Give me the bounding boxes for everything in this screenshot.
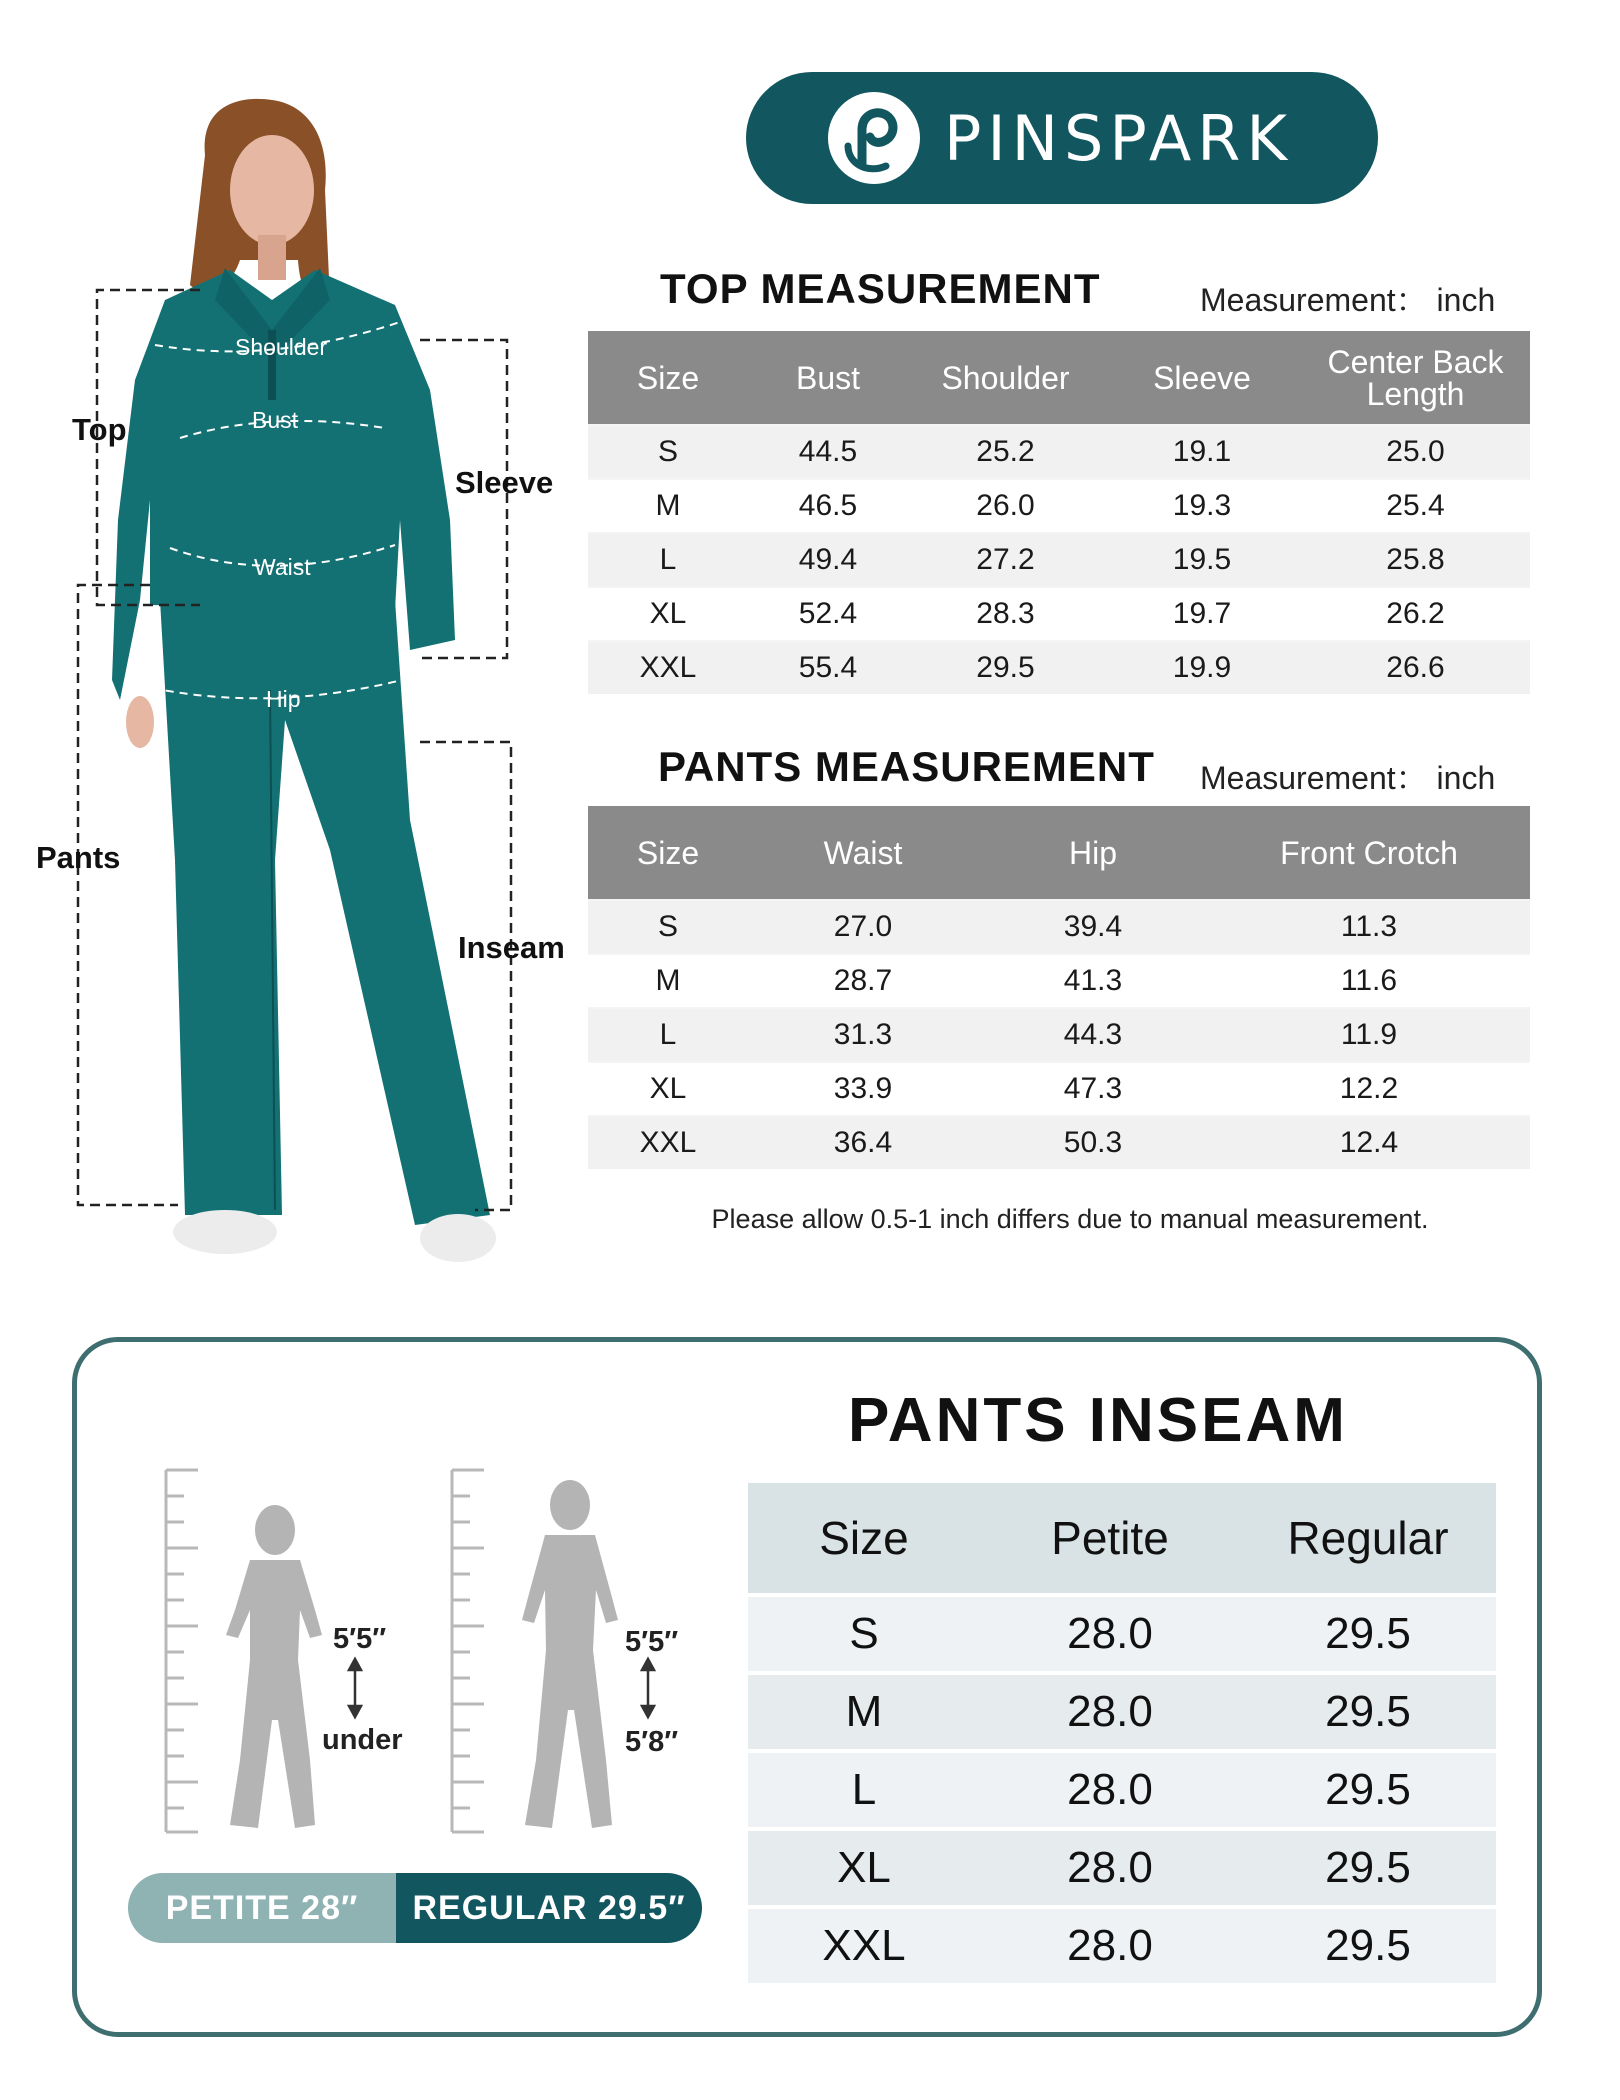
neck-shape	[258, 235, 286, 280]
table-cell: 19.5	[1103, 533, 1301, 587]
table-cell: 29.5	[1240, 1595, 1496, 1673]
table-cell: 12.4	[1208, 1116, 1530, 1169]
inseam-header-size: Size	[748, 1483, 980, 1595]
ruler-petite-icon	[166, 1470, 198, 1832]
brand-name: PINSPARK	[944, 101, 1293, 175]
table-cell: 41.3	[978, 954, 1208, 1008]
table-cell: 29.5	[1240, 1829, 1496, 1907]
top-measurement-table	[588, 331, 1530, 694]
table-cell: 25.8	[1301, 533, 1530, 587]
table-cell: 44.5	[748, 425, 908, 479]
hip-measure-label: Hip	[266, 686, 301, 712]
top-header-bust: Bust	[748, 331, 908, 425]
pants-header-size: Size	[588, 806, 748, 900]
top-row-s	[588, 425, 1530, 479]
table-cell: 11.3	[1208, 900, 1530, 954]
inseam-row-l	[748, 1751, 1496, 1829]
face-shape	[230, 135, 314, 245]
waist-measure-label: Waist	[254, 554, 311, 580]
table-cell: S	[588, 425, 748, 479]
table-cell: 29.5	[908, 641, 1103, 694]
top-header-center-back-length: Center Back Length	[1301, 331, 1530, 425]
measurement-note: Please allow 0.5-1 inch differs due to manual measurement.	[711, 1204, 1429, 1234]
table-cell: 19.3	[1103, 479, 1301, 533]
top-row-l	[588, 533, 1530, 587]
shoulder-measure-label: Shoulder	[235, 334, 328, 360]
inseam-row-m	[748, 1673, 1496, 1751]
table-cell: S	[588, 900, 748, 954]
table-cell: 29.5	[1240, 1907, 1496, 1983]
table-cell: XXL	[588, 641, 748, 694]
table-cell: 19.1	[1103, 425, 1301, 479]
top-dimension-label: Top	[72, 412, 127, 447]
table-cell: 28.0	[980, 1751, 1240, 1829]
left-shoe-shape	[173, 1210, 277, 1254]
pants-row-s	[588, 900, 1530, 954]
table-cell: XXL	[748, 1907, 980, 1983]
table-cell: 39.4	[978, 900, 1208, 954]
table-cell: 46.5	[748, 479, 908, 533]
pants-dimension-label: Pants	[36, 840, 121, 875]
model-illustration	[0, 0, 600, 1300]
ruler-regular-icon	[452, 1470, 484, 1832]
table-cell: 25.2	[908, 425, 1103, 479]
bust-measure-label: Bust	[252, 407, 299, 433]
petite-silhouette-icon	[226, 1505, 322, 1828]
table-cell: 50.3	[978, 1116, 1208, 1169]
table-cell: L	[588, 533, 748, 587]
inseam-row-xxl	[748, 1907, 1496, 1983]
table-cell: 28.0	[980, 1829, 1240, 1907]
table-cell: 19.9	[1103, 641, 1301, 694]
table-cell: XL	[588, 1062, 748, 1116]
top-measurement-title: TOP MEASUREMENT	[660, 265, 1101, 312]
brand-p-icon	[826, 90, 922, 186]
top-unit-note: Measurement： inch	[1200, 282, 1496, 318]
table-cell: 29.5	[1240, 1673, 1496, 1751]
pants-inseam-title: PANTS INSEAM	[848, 1386, 1348, 1455]
table-cell: 28.3	[908, 587, 1103, 641]
table-cell: M	[748, 1673, 980, 1751]
pants-unit-note: Measurement： inch	[1200, 760, 1496, 796]
pants-inseam-table	[748, 1483, 1496, 1983]
table-cell: 31.3	[748, 1008, 978, 1062]
pants-measurement-title: PANTS MEASUREMENT	[658, 743, 1155, 790]
pants-row-xxl	[588, 1116, 1530, 1169]
regular-silhouette-icon	[522, 1480, 618, 1828]
top-row-m	[588, 479, 1530, 533]
pants-row-l	[588, 1008, 1530, 1062]
petite-height-top: 5′5″	[333, 1623, 387, 1655]
brand-logo-pill	[746, 72, 1378, 204]
table-cell: 19.7	[1103, 587, 1301, 641]
inseam-row-s	[748, 1595, 1496, 1673]
pants-measurement-table	[588, 806, 1530, 1169]
table-cell: 44.3	[978, 1008, 1208, 1062]
table-cell: M	[588, 954, 748, 1008]
top-header-size: Size	[588, 331, 748, 425]
table-cell: 47.3	[978, 1062, 1208, 1116]
table-cell: 36.4	[748, 1116, 978, 1169]
petite-height-bottom: under	[322, 1724, 403, 1756]
table-cell: M	[588, 479, 748, 533]
table-cell: 55.4	[748, 641, 908, 694]
table-cell: 28.0	[980, 1907, 1240, 1983]
table-cell: 28.7	[748, 954, 978, 1008]
table-cell: 26.0	[908, 479, 1103, 533]
table-cell: 28.0	[980, 1595, 1240, 1673]
table-cell: 11.9	[1208, 1008, 1530, 1062]
regular-inseam-pill: REGULAR 29.5″	[396, 1873, 702, 1943]
table-cell: 27.2	[908, 533, 1103, 587]
table-cell: XXL	[588, 1116, 748, 1169]
regular-height-bottom: 5′8″	[625, 1726, 679, 1758]
table-cell: 49.4	[748, 533, 908, 587]
table-cell: 25.0	[1301, 425, 1530, 479]
pants-header-front-crotch: Front Crotch	[1208, 806, 1530, 900]
sleeve-dimension-label: Sleeve	[455, 465, 554, 500]
table-cell: S	[748, 1595, 980, 1673]
table-cell: L	[748, 1751, 980, 1829]
right-shoe-shape	[420, 1214, 496, 1262]
table-cell: 28.0	[980, 1673, 1240, 1751]
top-header-shoulder: Shoulder	[908, 331, 1103, 425]
table-cell: 12.2	[1208, 1062, 1530, 1116]
top-row-xxl	[588, 641, 1530, 694]
inseam-header-regular: Regular	[1240, 1483, 1496, 1595]
inseam-dimension-label: Inseam	[458, 930, 565, 965]
inseam-header-petite: Petite	[980, 1483, 1240, 1595]
pants-header-hip: Hip	[978, 806, 1208, 900]
table-cell: L	[588, 1008, 748, 1062]
petite-inseam-pill: PETITE 28″	[128, 1873, 396, 1943]
inseam-row-xl	[748, 1829, 1496, 1907]
pants-row-m	[588, 954, 1530, 1008]
left-hand-shape	[126, 696, 154, 748]
top-row-xl	[588, 587, 1530, 641]
pants-row-xl	[588, 1062, 1530, 1116]
table-cell: 52.4	[748, 587, 908, 641]
table-cell: XL	[588, 587, 748, 641]
regular-height-top: 5′5″	[625, 1626, 679, 1658]
table-cell: 25.4	[1301, 479, 1530, 533]
table-cell: 29.5	[1240, 1751, 1496, 1829]
inseam-length-bar	[128, 1873, 702, 1943]
pants-bracket	[78, 585, 178, 1205]
table-cell: 26.6	[1301, 641, 1530, 694]
table-cell: XL	[748, 1829, 980, 1907]
top-header-sleeve: Sleeve	[1103, 331, 1301, 425]
table-cell: 27.0	[748, 900, 978, 954]
table-cell: 33.9	[748, 1062, 978, 1116]
table-cell: 26.2	[1301, 587, 1530, 641]
table-cell: 11.6	[1208, 954, 1530, 1008]
pants-header-waist: Waist	[748, 806, 978, 900]
